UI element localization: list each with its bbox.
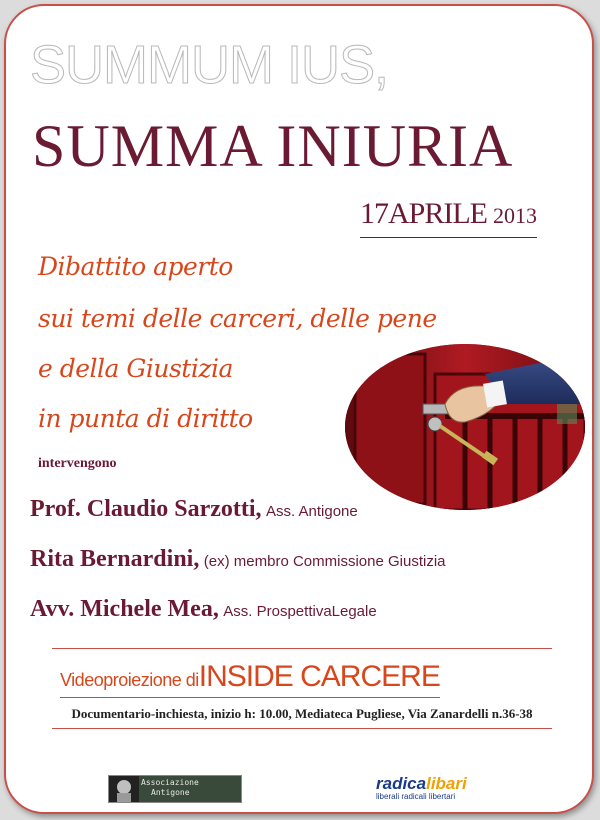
lead-line-3: e della Giustizia xyxy=(38,354,233,383)
speaker-3-name: Avv. Michele Mea, xyxy=(30,596,219,622)
radicali-logo-part1: radica xyxy=(376,774,427,793)
antigone-logo-icon xyxy=(109,776,139,802)
speaker-1-name: Prof. Claudio Sarzotti, xyxy=(30,496,262,522)
date-day-month: 17APRILE xyxy=(360,197,487,230)
radicali-logo-tagline: liberali radicali libertari xyxy=(376,792,456,801)
intervengono-label: intervengono xyxy=(38,456,117,471)
speaker-3 xyxy=(30,596,377,623)
lead-line-4: in punta di diritto xyxy=(38,404,253,433)
video-projection xyxy=(60,662,440,698)
event-date xyxy=(360,196,537,238)
title-line-2: SUMMA INIURIA xyxy=(32,113,514,179)
speaker-1-role: Ass. Antigone xyxy=(266,503,358,520)
divider-bottom xyxy=(52,728,552,729)
speaker-2 xyxy=(30,546,446,573)
radicali-logo-part2: libari xyxy=(426,774,467,793)
video-prefix: Videoproiezione di xyxy=(60,670,199,690)
speaker-2-name: Rita Bernardini, xyxy=(30,546,200,572)
video-title: INSIDE CARCERE xyxy=(198,660,440,693)
divider-top xyxy=(52,648,552,649)
prison-door-illustration xyxy=(345,344,585,510)
lead-line-2: sui temi delle carceri, delle pene xyxy=(38,304,437,333)
title-line-1: SUMMUM IUS, xyxy=(30,35,388,95)
antigone-logo-text: Associazione Antigone xyxy=(141,778,199,797)
radicali-logo xyxy=(376,774,467,801)
prison-door-photo xyxy=(345,344,585,510)
speaker-1 xyxy=(30,496,358,523)
date-year: 2013 xyxy=(493,203,537,228)
antigone-logo xyxy=(108,775,242,803)
speaker-2-role: (ex) membro Commissione Giustizia xyxy=(203,553,446,570)
event-info: Documentario-inchiesta, inizio h: 10.00, Mediateca Pugliese, Via Zanardelli n.36-38 xyxy=(71,706,533,721)
speaker-3-role: Ass. ProspettivaLegale xyxy=(223,603,377,620)
lead-line-1: Dibattito aperto xyxy=(38,252,233,281)
